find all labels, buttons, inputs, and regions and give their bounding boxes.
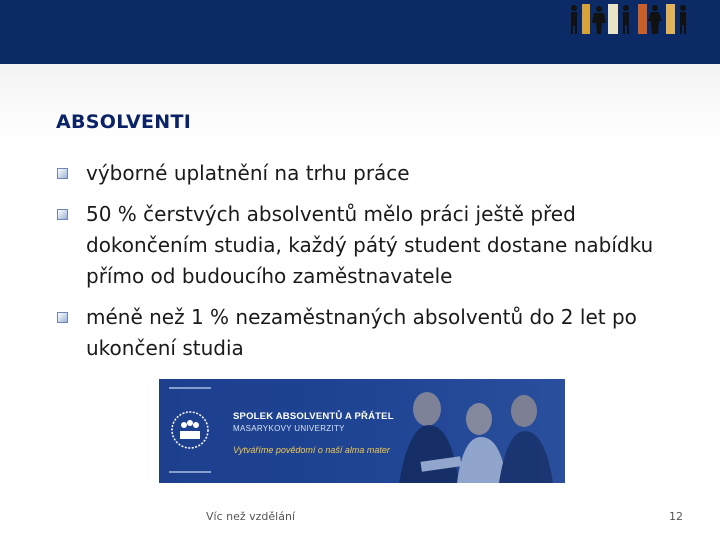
header-bar: [0, 0, 720, 64]
banner-title: SPOLEK ABSOLVENTŮ A PŘÁTEL: [233, 411, 394, 422]
bullet-list: [56, 158, 696, 374]
bullet-item: [56, 158, 696, 189]
students-photo: [159, 379, 565, 483]
banner-slogan: Vytváříme povědomí o naší alma mater: [233, 445, 390, 455]
bullet-item: [56, 199, 696, 292]
banner-subtitle: MASARYKOVY UNIVERZITY: [233, 424, 345, 433]
footer-text: Víc než vzdělání: [206, 510, 295, 523]
slide-title: ABSOLVENTI: [56, 111, 192, 133]
bullet-square-icon: [57, 209, 68, 220]
bullet-square-icon: [57, 168, 68, 179]
alumni-banner: [159, 379, 565, 483]
bullet-text: výborné uplatnění na trhu práce: [86, 161, 410, 185]
university-seal-icon: [167, 385, 213, 475]
bullet-text: 50 % čerstvých absolventů mělo práci ještě před dokončením studia, každý pátý student dostane nabídku přímo od budoucího zaměstnavatele: [86, 202, 654, 288]
figures-logo: [566, 2, 690, 38]
bullet-item: [56, 302, 696, 364]
bullet-text: méně než 1 % nezaměstnaných absolventů do 2 let po ukončení studia: [86, 305, 637, 360]
bullet-square-icon: [57, 312, 68, 323]
page-number: 12: [669, 510, 683, 523]
